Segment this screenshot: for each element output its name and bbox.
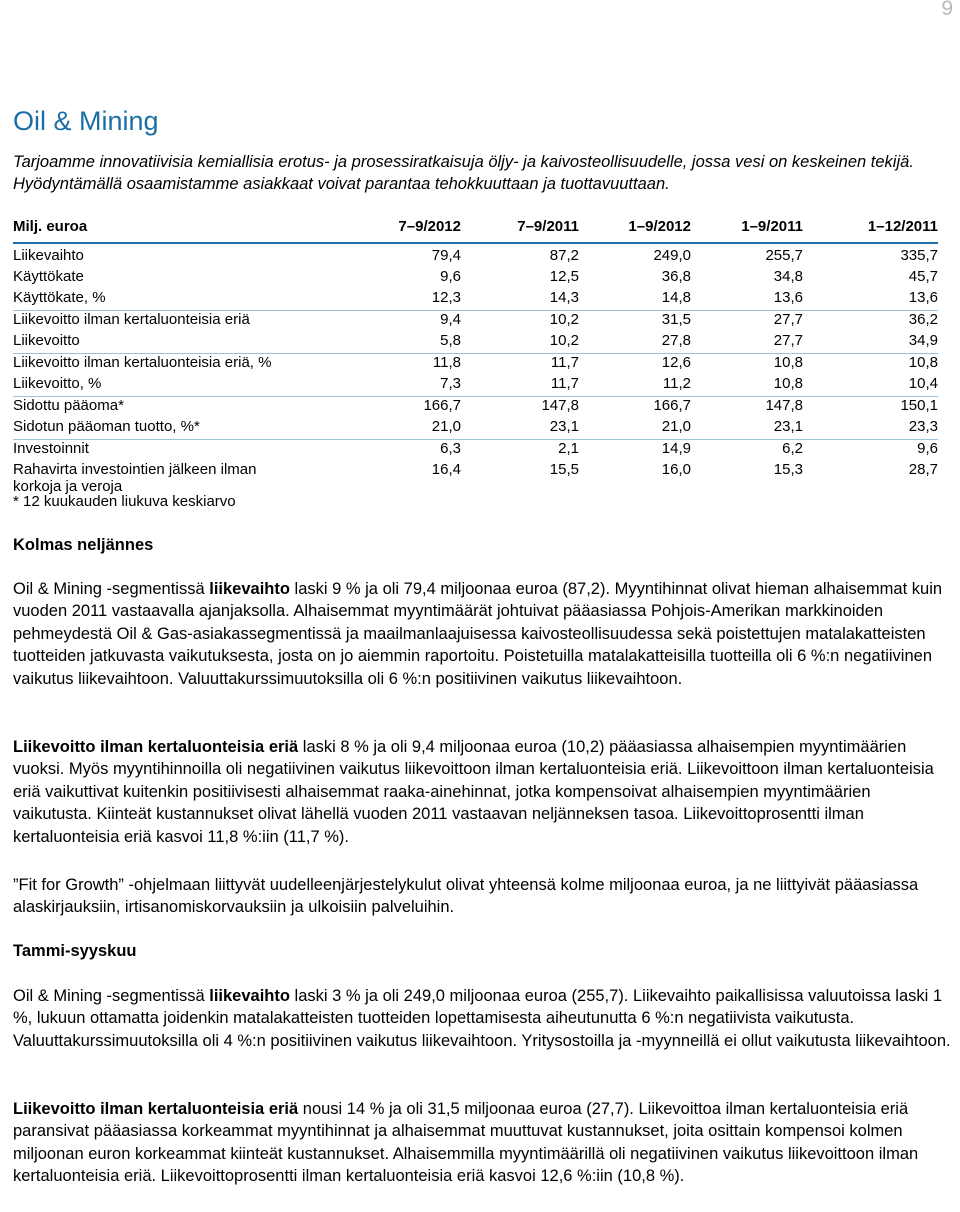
cell-value: 14,8 (661, 289, 691, 306)
q3-profit-text: laski 8 % ja oli 9,4 miljoonaa euroa (10,2) pääasiassa alhaisempien myyntimäärien vuoksi. Myös myyntihinnoilla oli negatiivinen vaikutus liikevoittoon ilman kertaluonteisia eriä. Liikevoittoon ilman kertaluonteisia eriä vaikuttivat kuitenkin positiivisesti alhaisemmat raaka-ainehinnat, jotka kompensoivat alhaisempien myyntimäärien vaikutusta. Kiinteät kustannukset olivat lähellä vuoden 2011 vastaavan neljänneksen tasoa. Liikevoittoprosentti ilman kertaluonteisia eriä kasvoi 11,8 %:iin (11,7 %). (13, 738, 934, 846)
cell-value: 23,1 (549, 418, 579, 435)
cell-value: 150,1 (803, 397, 938, 419)
cell-value: 13,6 (773, 289, 803, 306)
cell-value: 28,7 (908, 461, 938, 478)
q3-profit-paragraph (13, 736, 953, 848)
cell-value: 11,7 (550, 375, 579, 392)
ytd-profit-text: nousi 14 % ja oli 31,5 miljoonaa euroa (27,7). Liikevoittoa ilman kertaluonteisia eriä paransivat pääasiassa korkeammat myyntihinnat ja alhaisemmat muuttuvat kustannukset, joita osittain kompensoi kolmen miljoonan euron korkeammat kiinteät kustannukset. Alhaisemmilla myyntimäärillä oli negatiivinen vaikutus liikevoittoon ilman kertaluonteisia eriä. Liikevoittoprosentti ilman kertaluonteisia eriä kasvoi 12,6 %:iin (10,8 %). (13, 1100, 919, 1186)
q3-restructuring-paragraph: ”Fit for Growth” -ohjelmaan liittyvät uudelleenjärjestelykulut olivat yhteensä kolme miljoonaa euroa, ja ne liittyivät pääasiassa alaskirjauksiin, irtisanomiskorvauksiin ja ulkoisiin palveluihin. (13, 876, 919, 917)
cell-value: 14,9 (579, 440, 691, 462)
cell-value: 87,2 (549, 247, 579, 264)
table-footnote: * 12 kuukauden liukuva keskiarvo (13, 493, 236, 510)
cell-value: 34,9 (908, 332, 938, 349)
row-label: Liikevoitto ilman kertaluonteisia eriä (13, 311, 333, 333)
header-period: 7–9/2012 (333, 218, 461, 243)
cell-value: 6,2 (691, 440, 803, 462)
q3-sales-keyword: liikevaihto (209, 580, 290, 598)
row-label: Käyttökate, % (13, 289, 106, 306)
cell-value: 249,0 (653, 247, 691, 264)
page-number: 9 (941, 0, 953, 20)
row-label: Sidotun pääoman tuotto, %* (13, 418, 200, 435)
cell-value: 166,7 (333, 397, 461, 419)
cell-value: 10,8 (773, 375, 803, 392)
cell-value: 10,2 (461, 311, 579, 333)
q3-profit-keyword: Liikevoitto ilman kertaluonteisia eriä (13, 738, 299, 756)
table-row (13, 354, 938, 376)
cell-value: 31,5 (579, 311, 691, 333)
cell-value: 11,2 (662, 375, 691, 392)
row-label: Investoinnit (13, 440, 333, 462)
cell-value: 166,7 (579, 397, 691, 419)
q3-sales-paragraph (13, 578, 953, 690)
row-label: Liikevoitto (13, 332, 80, 349)
cell-value: 27,7 (773, 332, 803, 349)
table-row (13, 332, 938, 354)
cell-value: 45,7 (908, 268, 938, 285)
row-label: Sidottu pääoma* (13, 397, 333, 419)
cell-value: 10,8 (803, 354, 938, 376)
cell-value: 16,4 (431, 461, 461, 478)
table-row (13, 268, 938, 289)
cell-value: 147,8 (461, 397, 579, 419)
cell-value: 10,4 (908, 375, 938, 392)
cell-value: 9,6 (803, 440, 938, 462)
header-period: 1–9/2011 (691, 218, 803, 243)
cell-value: 15,3 (773, 461, 803, 478)
cell-value: 335,7 (900, 247, 938, 264)
ytd-profit-keyword: Liikevoitto ilman kertaluonteisia eriä (13, 1100, 299, 1118)
header-period: 7–9/2011 (461, 218, 579, 243)
cell-value: 27,7 (691, 311, 803, 333)
cell-value: 12,3 (431, 289, 461, 306)
cell-value: 23,1 (773, 418, 803, 435)
row-label: Liikevoitto ilman kertaluonteisia eriä, % (13, 354, 333, 376)
cell-value: 36,2 (803, 311, 938, 333)
cell-value: 14,3 (549, 289, 579, 306)
key-figures-table (13, 218, 938, 495)
cell-value: 10,8 (691, 354, 803, 376)
cell-value: 21,0 (661, 418, 691, 435)
cell-value: 2,1 (461, 440, 579, 462)
cell-value: 23,3 (908, 418, 938, 435)
q3-sales-text: laski 9 % ja oli 79,4 miljoonaa euroa (87,2). Myyntihinnat olivat hieman alhaisemmat kuin vuoden 2011 vastaavalla ajanjaksolla. Alhaisemmat myyntimäärät johtuivat pääasiassa Pohjois-Amerikan markkinoiden pehmeydestä Oil & Gas-asiakassegmentissä ja maailmanlaajuisessa kaivosteollisuudessa sekä poistettujen matalakatteisten tuotteiden jatkuvasta vaikutuksesta, josta on jo aiemmin raportoitu. Poistetuilla matalakatteisilla tuotteilla oli 6 %:n negatiivinen vaikutus liikevaihtoon. Valuuttakurssimuutoksilla oli 6 %:n positiivinen vaikutus liikevaihtoon. (13, 580, 943, 688)
table-row (13, 440, 938, 462)
cell-value: 79,4 (431, 247, 461, 264)
ytd-sales-keyword: liikevaihto (209, 987, 290, 1005)
row-label-line1: Rahavirta investointien jälkeen ilman (13, 461, 257, 478)
header-period: 1–9/2012 (579, 218, 691, 243)
cell-value: 27,8 (661, 332, 691, 349)
cell-value: 21,0 (431, 418, 461, 435)
row-label-line2: korkoja ja veroja (13, 478, 123, 495)
cell-value: 10,2 (549, 332, 579, 349)
cell-value: 5,8 (440, 332, 461, 349)
cell-value: 7,3 (440, 375, 461, 392)
cell-value: 36,8 (661, 268, 691, 285)
cell-value: 15,5 (549, 461, 579, 478)
cell-value: 11,7 (461, 354, 579, 376)
cell-value: 12,6 (579, 354, 691, 376)
cell-value: 255,7 (765, 247, 803, 264)
row-label (13, 461, 333, 495)
cell-value: 6,3 (333, 440, 461, 462)
cell-value: 13,6 (908, 289, 938, 306)
ytd-sales-text: laski 3 % ja oli 249,0 miljoonaa euroa (255,7). Liikevaihto paikallisissa valuutoissa laski 1 %, lukuun ottamatta joidenkin matalakatteisten tuotteiden lopettamisesta aiheutunutta 6 %:n negatiivista vaikutusta. Valuuttakurssimuutoksilla oli 4 %:n positiivinen vaikutus liikevaihtoon. Yritysostoilla ja -myynneillä ei ollut vaikutusta liikevaihtoon. (13, 987, 951, 1050)
table-row (13, 289, 938, 311)
table-header-row (13, 218, 938, 243)
table-row (13, 397, 938, 419)
section-heading-ytd: Tammi-syyskuu (13, 942, 137, 960)
table-row (13, 311, 938, 333)
table-row (13, 243, 938, 268)
cell-value: 11,8 (333, 354, 461, 376)
ytd-sales-paragraph (13, 985, 953, 1052)
row-label: Liikevoitto, % (13, 375, 102, 392)
cell-value: 9,6 (440, 268, 461, 285)
table-row (13, 461, 938, 495)
header-unit: Milj. euroa (13, 218, 333, 243)
q3-sales-text-start: Oil & Mining -segmentissä (13, 580, 210, 598)
section-heading-q3: Kolmas neljännes (13, 536, 154, 554)
cell-value: 16,0 (661, 461, 691, 478)
cell-value: 9,4 (333, 311, 461, 333)
ytd-sales-text-start: Oil & Mining -segmentissä (13, 987, 210, 1005)
table-row (13, 418, 938, 440)
row-label: Liikevaihto (13, 247, 84, 264)
cell-value: 12,5 (549, 268, 579, 285)
table-row (13, 375, 938, 397)
intro-paragraph: Tarjoamme innovatiivisia kemiallisia erotus- ja prosessiratkaisuja öljy- ja kaivosteollisuudelle, jossa vesi on keskeinen tekijä. Hyödyntämällä osaamistamme asiakkaat voivat parantaa tehokkuuttaan ja tuottavuuttaan. (13, 153, 914, 193)
cell-value: 34,8 (773, 268, 803, 285)
row-label: Käyttökate (13, 268, 84, 285)
cell-value: 147,8 (691, 397, 803, 419)
ytd-profit-paragraph (13, 1098, 953, 1188)
header-period: 1–12/2011 (803, 218, 938, 243)
page-title: Oil & Mining (13, 106, 159, 136)
